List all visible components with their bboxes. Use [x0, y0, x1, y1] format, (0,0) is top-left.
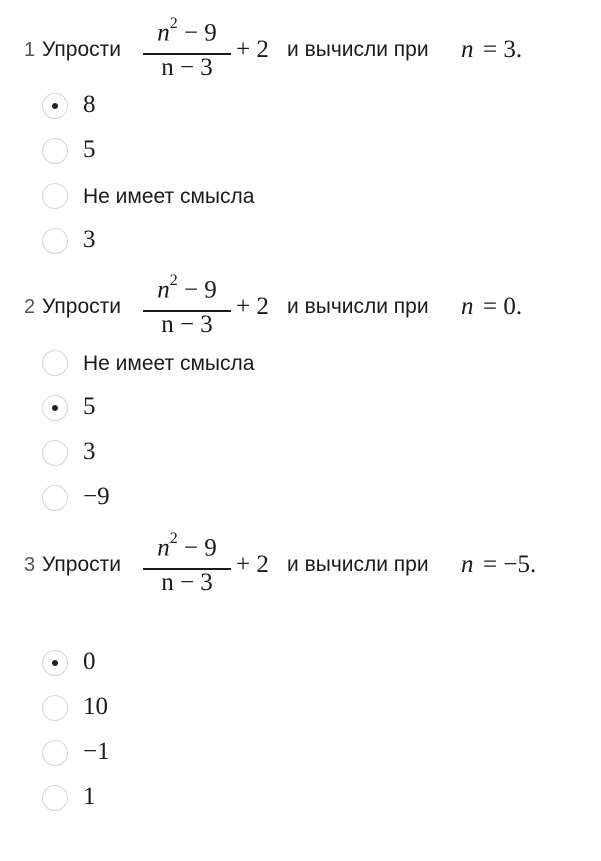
- question-suffix: и вычисли при: [287, 295, 429, 318]
- option-label: −9: [83, 483, 110, 510]
- variable: n: [461, 551, 474, 578]
- plus-term: + 2: [236, 36, 269, 63]
- radio-button[interactable]: [42, 350, 68, 376]
- radio-button[interactable]: [42, 183, 68, 209]
- radio-button[interactable]: [42, 93, 68, 119]
- fraction-numerator: $n^2 - 9$: [157, 530, 217, 562]
- radio-button[interactable]: [42, 785, 68, 811]
- variable: n: [461, 36, 474, 63]
- option[interactable]: [42, 782, 542, 816]
- fraction-numerator: $n^2 - 9$: [157, 272, 217, 304]
- radio-selected-dot: [52, 660, 58, 666]
- option-label: 5: [83, 136, 96, 163]
- radio-button[interactable]: [42, 695, 68, 721]
- fraction-numerator: $n^2 - 9$: [157, 15, 217, 47]
- option-label: 3: [83, 438, 96, 465]
- option[interactable]: [42, 737, 542, 771]
- fraction: [143, 267, 231, 347]
- option-label: 10: [83, 693, 108, 720]
- question-suffix: и вычисли при: [287, 553, 429, 576]
- plus-term: + 2: [236, 293, 269, 320]
- radio-button[interactable]: [42, 740, 68, 766]
- option[interactable]: [42, 225, 542, 259]
- question-prefix: Упрости: [42, 553, 121, 576]
- question-prefix: Упрости: [42, 295, 121, 318]
- fraction-denominator: n − 3: [161, 569, 213, 596]
- radio-selected-dot: [52, 405, 58, 411]
- eq-value: = 3.: [483, 36, 523, 63]
- option[interactable]: [42, 135, 542, 169]
- option[interactable]: [42, 692, 542, 726]
- question-number: 2: [24, 296, 36, 318]
- question-header: [0, 10, 601, 90]
- option-label: Не имеет смысла: [83, 185, 255, 208]
- radio-button[interactable]: [42, 395, 68, 421]
- option-label: 5: [83, 393, 96, 420]
- variable: n: [461, 293, 474, 320]
- option-label: 1: [83, 783, 96, 810]
- question-number: 3: [24, 554, 36, 576]
- question-suffix: и вычисли при: [287, 38, 429, 61]
- radio-button[interactable]: [42, 650, 68, 676]
- radio-button[interactable]: [42, 485, 68, 511]
- fraction-denominator: n − 3: [161, 54, 213, 81]
- radio-button[interactable]: [42, 138, 68, 164]
- radio-selected-dot: [52, 103, 58, 109]
- question-prefix: Упрости: [42, 38, 121, 61]
- option-label: −1: [83, 738, 110, 765]
- option[interactable]: [42, 347, 542, 381]
- fraction: [143, 525, 231, 605]
- fraction: [143, 10, 231, 90]
- option[interactable]: [42, 90, 542, 124]
- option[interactable]: [42, 482, 542, 516]
- eq-value: = 0.: [483, 293, 523, 320]
- option-label: 3: [83, 226, 96, 253]
- fraction-denominator: n − 3: [161, 311, 213, 338]
- question-number: 1: [24, 39, 36, 61]
- radio-button[interactable]: [42, 228, 68, 254]
- eq-value: = −5.: [483, 551, 537, 578]
- option[interactable]: [42, 180, 542, 214]
- option[interactable]: [42, 437, 542, 471]
- option-label: 8: [83, 91, 96, 118]
- option-label: 0: [83, 648, 96, 675]
- option[interactable]: [42, 392, 542, 426]
- question-header: [0, 267, 601, 347]
- option-label: Не имеет смысла: [83, 352, 255, 375]
- plus-term: + 2: [236, 551, 269, 578]
- question-header: [0, 525, 601, 605]
- option[interactable]: [42, 647, 542, 681]
- radio-button[interactable]: [42, 440, 68, 466]
